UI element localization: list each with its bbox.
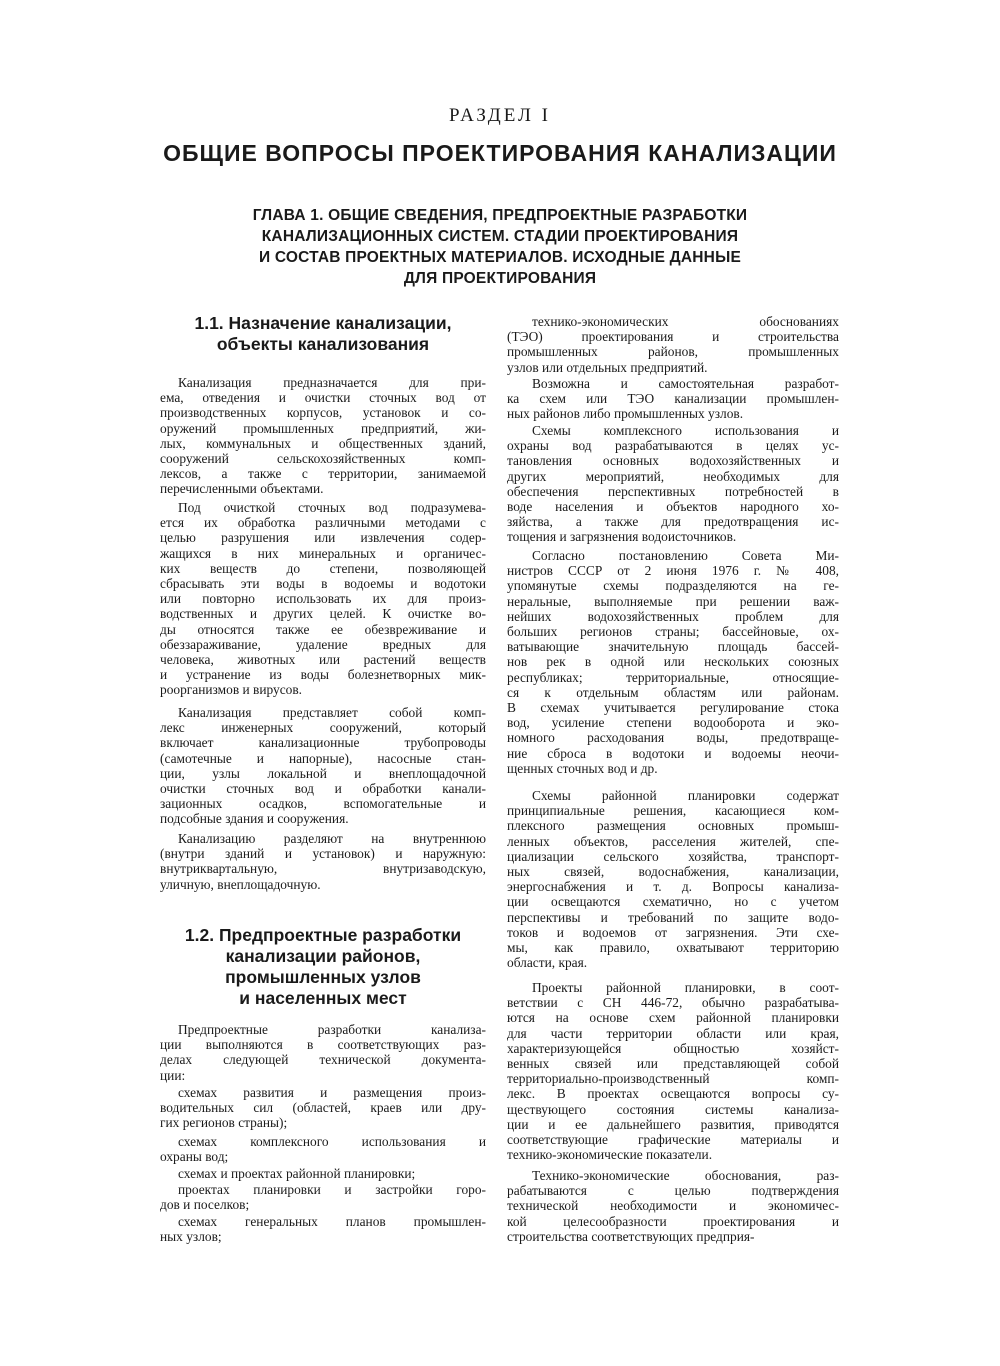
- paragraph-4: [160, 831, 486, 892]
- text-line: узлов или отдельных предприятий.: [507, 359, 708, 375]
- text-line: ких веществ до степени, позволяющей: [160, 560, 486, 576]
- text-line: человека, животных или растений веществ: [160, 652, 486, 668]
- text-line: ных узлов;: [160, 1229, 222, 1245]
- text-line: сбрасывать эти воды в водоемы и водотоки: [160, 576, 486, 592]
- text-line: территориально-производственный комп-: [507, 1071, 839, 1087]
- text-line: тановления основных водохозяйственных и: [507, 453, 839, 469]
- text-line: внутриквартальную, внутризаводскую,: [160, 861, 486, 877]
- text-line: неральные, выполняемые при решении важ-: [507, 593, 839, 609]
- text-line: схемах генеральных планов промышлен-: [178, 1214, 486, 1229]
- right-paragraph-6: [507, 980, 839, 1162]
- text-line: нистров СССР от 2 июня 1976 г. № 408,: [507, 563, 839, 579]
- text-line: вод, усиление степени водооборота и эко-: [507, 715, 839, 731]
- right-paragraph-7: [507, 1168, 839, 1244]
- text-line: ленных объектов, расселения жителей, спе-: [507, 833, 839, 849]
- text-line: строительства соответствующих предприя-: [507, 1228, 755, 1244]
- text-line: роорганизмов и вирусов.: [160, 682, 303, 698]
- text-line: ется их обработка различными методами с: [160, 515, 486, 531]
- text-line: В схемах учитывается регулирование стока: [507, 700, 839, 716]
- right-paragraph-5: [507, 788, 839, 970]
- list-item-1: [160, 1085, 486, 1131]
- text-line: водительных сил (областей, краев или дру-: [160, 1100, 486, 1116]
- text-line: технико-экономических обоснованиях: [532, 314, 839, 329]
- text-line: обеззараживание, удаление вредных для: [160, 636, 486, 652]
- right-paragraph-4: [507, 548, 839, 776]
- text-line: зяйства, а также для предотвращения ис-: [507, 514, 839, 530]
- text-line: производственных корпусов, установок и со-: [160, 405, 486, 421]
- text-line: И СОСТАВ ПРОЕКТНЫХ МАТЕРИАЛОВ. ИСХОДНЫЕ ДАННЫЕ: [259, 249, 741, 266]
- text-line: (ТЭО) проектирования и строительства: [507, 329, 839, 345]
- text-line: КАНАЛИЗАЦИОННЫХ СИСТЕМ. СТАДИИ ПРОЕКТИРОВАНИЯ: [261, 228, 739, 245]
- text-line: кой целесообразности проектирования и: [507, 1213, 839, 1229]
- text-line: ема, отведения и очистки сточных вод от: [160, 390, 486, 406]
- text-line: лексов, а также с территории, занимаемой: [160, 466, 486, 482]
- text-line: области, края.: [507, 955, 588, 971]
- text-line: нов рек в одной или нескольких союзных: [507, 654, 839, 670]
- text-line: лекс инженерных сооружений, который: [160, 720, 486, 736]
- list-item-3: [160, 1166, 486, 1181]
- text-line: целью разрушения или извлечения содер-: [160, 530, 486, 546]
- text-line: Канализация представляет собой комп-: [178, 705, 486, 720]
- text-line: лых, коммунальных и общественных зданий,: [160, 435, 486, 451]
- text-line: схемах развития и размещения произ-: [178, 1085, 486, 1100]
- text-line: нейших водохозяйственных проблем для: [507, 608, 839, 624]
- text-line: энергоснабжения и т. д. Вопросы канализа-: [507, 879, 839, 895]
- text-line: ды относятся также ее обезвреживание и: [160, 621, 486, 637]
- text-line: ся к отдельным областям или районам.: [507, 684, 839, 700]
- paragraph-2: [160, 500, 486, 698]
- text-line: проектах планировки и застройки горо-: [178, 1182, 486, 1197]
- text-line: технической необходимости и экономичес-: [507, 1198, 839, 1214]
- text-line: канализации районов,: [225, 946, 421, 966]
- text-line: схемах комплексного использования и: [178, 1134, 486, 1149]
- heading-1-2: [160, 925, 486, 1009]
- list-item-2: [160, 1134, 486, 1164]
- text-line: мы, как правило, охватывают территорию: [507, 940, 839, 956]
- text-line: ветствии с СН 446-72, обычно разрабатыва-: [507, 995, 839, 1011]
- right-paragraph-1: [507, 314, 839, 375]
- text-line: ватывающие значительную площадь бассей-: [507, 639, 839, 655]
- text-line: номного расходования воды, предотвраще-: [507, 730, 839, 746]
- text-line: ние сброса в водотоки и водоемы неочи-: [507, 745, 839, 761]
- text-line: венных связей или представляющей собой: [507, 1056, 839, 1072]
- text-line: характеризующейся общностью хозяйст-: [507, 1040, 839, 1056]
- text-line: водственных и других целей. К очистке во-: [160, 606, 486, 622]
- text-line: Схемы комплексного использования и: [532, 423, 839, 438]
- text-line: зационных осадков, вспомогательные и: [160, 796, 486, 812]
- text-line: рабатываются с целью подтверждения: [507, 1183, 839, 1199]
- text-line: Согласно постановлению Совета Ми-: [532, 548, 839, 563]
- text-line: принципиальные решения, касающиеся ком-: [507, 803, 839, 819]
- text-line: для части территории области или края,: [507, 1025, 839, 1041]
- text-line: ГЛАВА 1. ОБЩИЕ СВЕДЕНИЯ, ПРЕДПРОЕКТНЫЕ РАЗРАБОТКИ: [252, 207, 748, 224]
- text-line: гих регионов страны);: [160, 1115, 288, 1131]
- text-line: жащихся в них минеральных и органичес-: [160, 545, 486, 561]
- text-line: перечисленными объектами.: [160, 481, 324, 497]
- text-line: ции выполняются в соответствующих раз-: [160, 1037, 486, 1053]
- text-line: ции и ее дальнейшего развития, приводятся: [507, 1116, 839, 1132]
- text-line: включает канализационные трубопроводы: [160, 735, 486, 751]
- text-line: (самотечные и напорные), насосные стан-: [160, 750, 486, 766]
- right-paragraph-2: [507, 376, 839, 422]
- text-line: токов и водоемов от загрязнения. Эти схе-: [507, 924, 839, 940]
- paragraph-1: [160, 375, 486, 497]
- text-line: перспективы и требований по защите водо-: [507, 909, 839, 925]
- text-line: лекс. В проектах освещаются вопросы су-: [507, 1086, 839, 1102]
- text-line: очистки сточных вод и обработки канали-: [160, 781, 486, 797]
- text-line: ются на основе схем районной планировки: [507, 1010, 839, 1026]
- text-line: больших регионов страны; бассейновые, ох-: [507, 624, 839, 640]
- section-title: ОБЩИЕ ВОПРОСЫ ПРОЕКТИРОВАНИЯ КАНАЛИЗАЦИИ: [163, 140, 837, 166]
- chapter-title: [215, 205, 785, 289]
- text-line: делах следующей технической документа-: [160, 1052, 486, 1068]
- text-line: Схемы районной планировки содержат: [532, 788, 839, 803]
- text-line: Возможна и самостоятельная разработ-: [532, 376, 839, 391]
- text-line: дов и поселков;: [160, 1197, 250, 1213]
- text-line: ции, узлы локальной и внеплощадочной: [160, 765, 486, 781]
- text-line: и населенных мест: [239, 988, 407, 1008]
- text-line: Канализация предназначается для при-: [178, 375, 486, 390]
- text-line: Проекты районной планировки, в соот-: [532, 980, 839, 995]
- text-line: уличную, внеплощадочную.: [160, 876, 321, 892]
- text-line: Под очисткой сточных вод подразумева-: [178, 500, 486, 515]
- text-line: схемах и проектах районной планировки;: [178, 1166, 416, 1181]
- text-line: промышленных районов, промышленных: [507, 344, 839, 360]
- text-line: ных связей, водоснабжения, канализации,: [507, 864, 839, 880]
- text-line: соответствующие графические материалы и: [507, 1132, 839, 1148]
- text-line: (внутри зданий и установок) и наружную:: [160, 846, 486, 862]
- text-line: ществующего состояния системы канализа-: [507, 1101, 839, 1117]
- text-line: оружений промышленных предприятий, жи-: [160, 420, 486, 436]
- text-line: ции освещаются схематично, но с учетом: [507, 894, 839, 910]
- heading-1-1: [160, 313, 486, 355]
- text-line: ка схем или ТЭО канализации промышлен-: [507, 391, 839, 407]
- text-line: 1.1. Назначение канализации,: [194, 313, 452, 333]
- text-line: технико-экономические показатели.: [507, 1147, 713, 1163]
- text-line: циализации сельского хозяйства, транспорт-: [507, 848, 839, 864]
- text-line: щенных сточных вод и др.: [507, 760, 658, 776]
- text-line: ции:: [160, 1067, 186, 1083]
- text-line: объекты канализования: [216, 334, 430, 354]
- section-label: РАЗДЕЛ I: [448, 105, 552, 126]
- text-line: Технико-экономические обоснования, раз-: [532, 1168, 839, 1183]
- text-line: охраны вод разрабатываются в целях ус-: [507, 438, 839, 454]
- text-line: воде населения и объектов народного хо-: [507, 499, 839, 515]
- text-line: или повторно использовать их для произ-: [160, 591, 486, 607]
- text-line: тощения и загрязнения водоисточников.: [507, 529, 737, 545]
- text-line: Предпроектные разработки канализа-: [178, 1022, 486, 1037]
- text-line: 1.2. Предпроектные разработки: [184, 925, 462, 945]
- right-paragraph-3: [507, 423, 839, 545]
- paragraph-3: [160, 705, 486, 827]
- text-line: промышленных узлов: [225, 967, 421, 987]
- text-line: ных районов либо промышленных узлов.: [507, 406, 744, 422]
- text-line: подсобные здания и сооружения.: [160, 811, 349, 827]
- text-line: республиках; территориальные, относящие-: [507, 669, 839, 685]
- text-line: других мероприятий, необходимых для: [507, 468, 839, 484]
- text-line: обеспечения перспективных потребностей в: [507, 483, 839, 499]
- list-item-5: [160, 1214, 486, 1244]
- list-item-4: [160, 1182, 486, 1212]
- text-line: упомянутые схемы подразделяются на ге-: [507, 578, 839, 594]
- text-line: плексного размещения основных промыш-: [507, 818, 839, 834]
- text-line: Канализацию разделяют на внутреннюю: [178, 831, 486, 846]
- text-line: ДЛЯ ПРОЕКТИРОВАНИЯ: [403, 270, 597, 287]
- text-line: и устранение из воды болезнетворных мик-: [160, 667, 486, 683]
- paragraph-5: [160, 1022, 486, 1083]
- text-line: сооружений сельскохозяйственных комп-: [160, 451, 486, 467]
- text-line: охраны вод;: [160, 1149, 229, 1165]
